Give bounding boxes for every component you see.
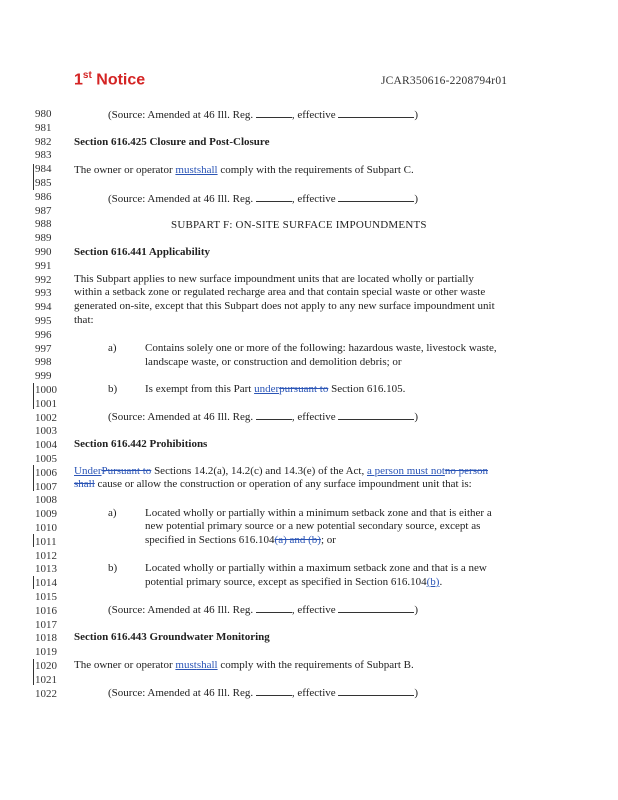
section-heading: Section 616.425 Closure and Post-Closure — [74, 136, 270, 148]
margin-mark — [33, 396, 34, 409]
paragraph-line: This Subpart applies to new surface impoundment units that are located wholly or partially — [74, 273, 474, 285]
paragraph-line: landscape waste, or construction and demolition debris; or — [145, 356, 402, 368]
line-number: 986 — [35, 190, 52, 203]
line-number: 991 — [35, 259, 52, 272]
line-number: 982 — [35, 135, 52, 148]
line-number: 1015 — [35, 591, 57, 603]
paragraph-line: Is exempt from this Part underpursuant to Section 616.105. — [145, 383, 406, 395]
line-number: 1019 — [35, 646, 57, 659]
line-number: 1009 — [35, 508, 57, 521]
line-number: 992 — [35, 273, 52, 286]
line-number: 1005 — [35, 453, 57, 465]
line-number: 993 — [35, 287, 52, 300]
document-id: JCAR350616-2208794r01 — [381, 75, 508, 87]
section-heading: Section 616.442 Prohibitions — [74, 438, 208, 450]
line-number: 1014 — [35, 577, 57, 590]
margin-mark — [33, 177, 34, 190]
paragraph-line: that: — [74, 314, 94, 326]
subpart-title: SUBPART F: ON-SITE SURFACE IMPOUNDMENTS — [171, 219, 427, 231]
line-number: 996 — [35, 328, 52, 341]
section-heading: Section 616.441 Applicability — [74, 246, 210, 258]
section-body: The owner or operator mustshall comply with the requirements of Subpart C. — [74, 164, 414, 176]
line-number: 1016 — [35, 604, 57, 617]
line-number: 995 — [35, 315, 52, 327]
line-number: 981 — [35, 121, 52, 134]
source-note: (Source: Amended at 46 Ill. Reg. , effective ) — [108, 687, 419, 699]
paragraph-line: within a setback zone or regulated recharge area and that contain special waste or other waste — [74, 286, 486, 298]
line-number: 1010 — [35, 522, 57, 534]
source-note: (Source: Amended at 46 Ill. Reg. , effective ) — [108, 411, 419, 423]
item-label: b) — [108, 562, 118, 574]
paragraph-line: UnderPursuant to Sections 14.2(a), 14.2(c) and 14.3(e) of the Act, a person must notno person — [74, 465, 488, 477]
line-number: 1004 — [35, 439, 57, 452]
source-note: (Source: Amended at 46 Ill. Reg. , effective ) — [108, 193, 419, 205]
line-number: 990 — [35, 246, 52, 258]
paragraph-line: generated on-site, except that this Subpart does not apply to any new surface impoundment unit — [74, 300, 495, 312]
line-number: 983 — [35, 149, 52, 162]
line-number: 980 — [35, 108, 52, 120]
line-number: 999 — [35, 370, 52, 383]
source-note: (Source: Amended at 46 Ill. Reg. , effective ) — [108, 109, 419, 121]
margin-mark — [33, 576, 34, 589]
margin-mark — [33, 465, 34, 478]
item-label: a) — [108, 507, 117, 519]
paragraph-line: new potential primary source or a new potential secondary source, except as — [145, 520, 481, 532]
line-number: 1020 — [35, 660, 57, 672]
paragraph-line: Located wholly or partially within a minimum setback zone and that is either a — [145, 507, 492, 519]
line-number: 1013 — [35, 563, 57, 576]
paragraph-line: specified in Sections 616.104(a) and (b); or — [145, 534, 336, 546]
source-note: (Source: Amended at 46 Ill. Reg. , effective ) — [108, 604, 419, 616]
section-body: The owner or operator mustshall comply with the requirements of Subpart B. — [74, 659, 414, 671]
item-label: a) — [108, 342, 117, 354]
notice-title: 1st Notice — [74, 70, 146, 89]
paragraph-line: Located wholly or partially within a maximum setback zone and that is a new — [145, 562, 487, 574]
line-number: 997 — [35, 342, 52, 355]
margin-mark — [33, 659, 34, 672]
paragraph-line: potential primary source, except as specified in Section 616.104(b). — [145, 576, 443, 588]
line-number: 987 — [35, 204, 52, 217]
line-number: 994 — [35, 301, 52, 314]
margin-mark — [33, 672, 34, 685]
line-number: 1003 — [35, 425, 57, 438]
paragraph-line: shall cause or allow the construction or operation of any surface impoundment unit that is: — [74, 478, 472, 490]
line-number: 998 — [35, 356, 52, 369]
section-heading: Section 616.443 Groundwater Monitoring — [74, 631, 270, 643]
line-number: 1007 — [35, 480, 57, 493]
line-number: 1000 — [35, 384, 57, 396]
line-number: 1001 — [35, 397, 57, 410]
margin-mark — [33, 164, 34, 177]
line-number: 1012 — [35, 549, 57, 562]
line-number: 1002 — [35, 411, 57, 424]
item-label: b) — [108, 383, 118, 395]
paragraph-line: Contains solely one or more of the following: hazardous waste, livestock waste, — [145, 342, 497, 354]
line-number: 985 — [35, 177, 52, 189]
line-number: 1018 — [35, 632, 57, 645]
line-number: 1017 — [35, 618, 57, 631]
line-number: 1011 — [35, 535, 57, 548]
line-number: 1021 — [35, 673, 57, 686]
line-number: 1006 — [35, 466, 57, 479]
margin-mark — [33, 478, 34, 491]
line-number: 1022 — [35, 687, 57, 700]
margin-mark — [33, 383, 34, 396]
line-number: 989 — [35, 232, 52, 245]
margin-mark — [33, 534, 34, 547]
line-number: 1008 — [35, 494, 57, 507]
line-number: 984 — [35, 163, 52, 176]
line-number: 988 — [35, 218, 52, 231]
